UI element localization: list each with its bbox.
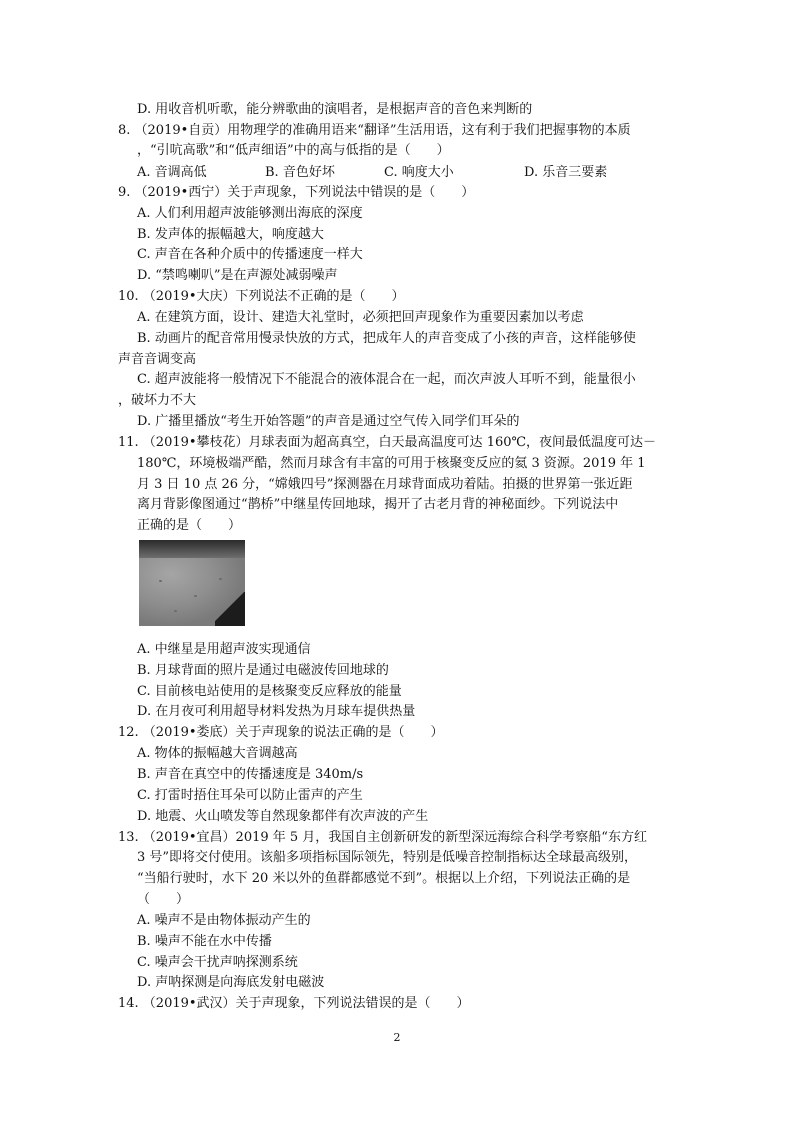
question-10-text: 10. （2019•大庆）下列说法不正确的是（ ） (118, 289, 405, 304)
q9-option-d: D. “禁鸣喇叭”是在声源处减弱噪声 (137, 268, 338, 283)
q12-option-a: A. 物体的振幅越大音调越高 (137, 746, 298, 761)
q13-option-d: D. 声呐探测是向海底发射电磁波 (137, 975, 325, 990)
question-13-text: 13. （2019•宜昌）2019 年 5 月，我国自主创新研发的新型深远海综合科学考察船“东方红 (118, 830, 647, 845)
moon-surface-photo (139, 540, 245, 626)
question-11-text: 11. （2019•攀枝花）月球表面为超高真空，白天最高温度可达 160℃，夜间最低温度可达－ (118, 435, 657, 450)
q10-option-d: D. 广播里播放“考生开始答题”的声音是通过空气传入同学们耳朵的 (137, 414, 520, 429)
question-13-text-2: 3 号”即将交付使用。该船多项指标国际领先，特别是低噪音控制指标达全球最高级别， (137, 850, 638, 865)
q10-option-c: C. 超声波能将一般情况下不能混合的液体混合在一起，而次声波人耳听不到，能量很小 (137, 372, 636, 387)
page-number: 2 (393, 1031, 401, 1044)
q8-option-c: C. 响度大小 (384, 165, 454, 180)
question-13-text-4: （ ） (137, 892, 190, 907)
question-8-text-cont: ，“引吭高歌”和“低声细语”中的高与低指的是（ ） (137, 143, 450, 158)
q13-option-c: C. 噪声会干扰声呐探测系统 (137, 955, 298, 970)
question-13-text-3: “当船行驶时，水下 20 米以外的鱼群都感觉不到”。根据以上介绍，下列说法正确的是 (137, 871, 631, 886)
question-14-text: 14. （2019•武汉）关于声现象，下列说法错误的是（ ） (118, 996, 470, 1011)
q12-option-b: B. 声音在真空中的传播速度是 340m/s (137, 767, 364, 782)
question-8-text: 8. （2019•自贡）用物理学的准确用语来“翻译”生活用语，这有利于我们把握事物的本质 (118, 123, 631, 138)
q11-option-a: A. 中继星是用超声波实现通信 (137, 642, 311, 657)
q13-option-b: B. 噪声不能在水中传播 (137, 934, 272, 949)
q9-option-b: B. 发声体的振幅越大，响度越大 (137, 227, 324, 242)
q12-option-c: C. 打雷时捂住耳朵可以防止雷声的产生 (137, 788, 363, 803)
q7-option-d: D. 用收音机听歌，能分辨歌曲的演唱者，是根据声音的音色来判断的 (137, 102, 533, 117)
q8-option-b: B. 音色好坏 (265, 165, 335, 180)
q10-option-a: A. 在建筑方面，设计、建造大礼堂时，必须把回声现象作为重要因素加以考虑 (137, 310, 584, 325)
q8-option-d: D. 乐音三要素 (524, 165, 608, 180)
q11-option-b: B. 月球背面的照片是通过电磁波传回地球的 (137, 663, 389, 678)
q10-option-b-cont: 声音音调变高 (118, 352, 197, 367)
q8-option-a: A. 音调高低 (137, 165, 207, 180)
q12-option-d: D. 地震、火山喷发等自然现象都伴有次声波的产生 (137, 809, 429, 824)
question-12-text: 12. （2019•娄底）关于声现象的说法正确的是（ ） (118, 725, 444, 740)
q11-option-d: D. 在月夜可利用超导材料发热为月球车提供热量 (137, 704, 416, 719)
q13-option-a: A. 噪声不是由物体振动产生的 (137, 913, 311, 928)
question-11-text-5: 正确的是（ ） (137, 518, 242, 533)
question-11-text-2: 180℃，环境极端严酷，然而月球含有丰富的可用于核聚变反应的氦 3 资源。2019 年 1 (137, 456, 646, 471)
q9-option-c: C. 声音在各种介质中的传播速度一样大 (137, 247, 363, 262)
question-9-text: 9. （2019•西宁）关于声现象，下列说法中错误的是（ ） (118, 185, 475, 200)
question-11-text-4: 离月背影像图通过“鹊桥”中继星传回地球，揭开了古老月背的神秘面纱。下列说法中 (137, 497, 619, 512)
q10-option-b: B. 动画片的配音常用慢录快放的方式，把成年人的声音变成了小孩的声音，这样能够使 (137, 331, 636, 346)
q9-option-a: A. 人们利用超声波能够测出海底的深度 (137, 206, 363, 221)
q11-option-c: C. 目前核电站使用的是核聚变反应释放的能量 (137, 684, 402, 699)
q10-option-c-cont: ，破坏力不大 (118, 393, 197, 408)
question-11-text-3: 月 3 日 10 点 26 分，“嫦娥四号”探测器在月球背面成功着陆。拍摄的世界第一张近距 (137, 477, 633, 492)
